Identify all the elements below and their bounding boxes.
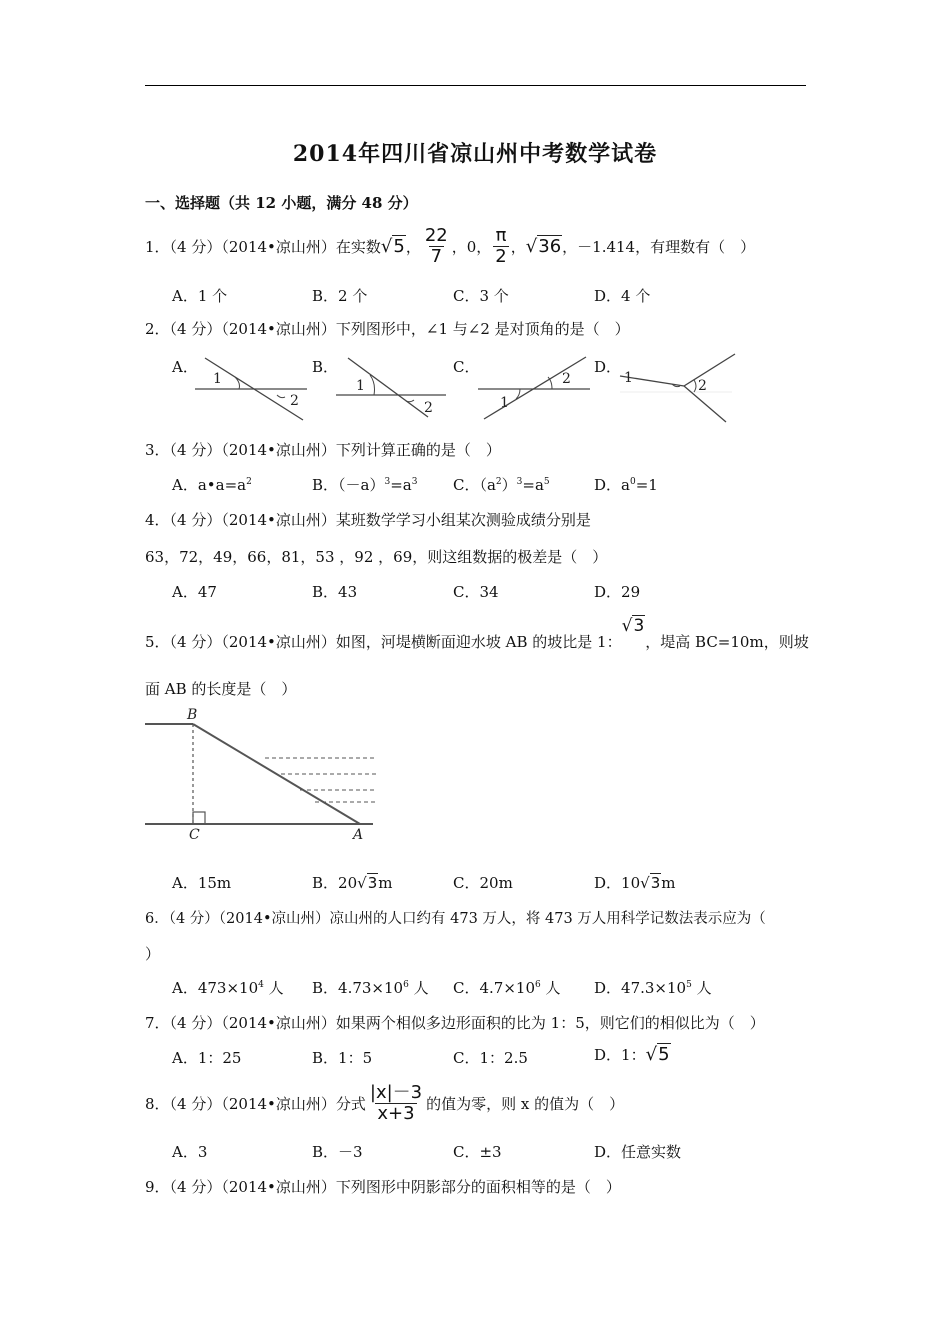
q2-label-b: B． xyxy=(312,358,339,376)
q8-option-d: D．任意实数 xyxy=(594,1143,682,1161)
svg-text:1: 1 xyxy=(500,395,509,411)
question-6-stem-line1: 6．（4 分）（2014•凉山州）凉山州的人口约有 473 万人，将 473 万人用科学记数法表示应为（ xyxy=(145,911,766,927)
q5-option-c: C．20m xyxy=(453,874,513,892)
sqrt-5: √5 xyxy=(380,235,405,257)
question-5-stem-line2: 面 AB 的长度是（ ） xyxy=(145,680,297,698)
q7-option-c: C．1：2.5 xyxy=(453,1049,528,1067)
q4-option-c: C．34 xyxy=(453,583,499,601)
q5-option-d: D．10√3m xyxy=(594,874,676,892)
q4-option-b: B．43 xyxy=(312,583,358,601)
q2-label-a: A． xyxy=(172,358,198,376)
q3-option-d: D．$a^0=1$ xyxy=(594,476,658,494)
q2-label-d: D． xyxy=(594,358,622,376)
q1-option-c: C．3 个 xyxy=(453,287,509,305)
question-4-stem-line1: 4．（4 分）（2014•凉山州）某班数学学习小组某次测验成绩分别是 xyxy=(145,511,591,529)
question-1-stem: 1．（4 分）（2014•凉山州）在实数 √5 ， $\frac{22}{7}$ ，0， $\frac{\pi}{2}$ ， √36 ，－1.414，有理数有（ ） xyxy=(145,224,756,267)
svg-text:A: A xyxy=(353,827,364,843)
q7-option-b: B．1：5 xyxy=(312,1049,373,1067)
q5-option-b: B．20√3m xyxy=(312,874,393,892)
q3-option-b: B．$(-a)^3=a^3$ xyxy=(312,476,418,494)
q3-option-c: C．$(a^2)^3=a^5$ xyxy=(453,476,550,494)
question-2-stem: 2．（4 分）（2014•凉山州）下列图形中，∠1 与∠2 是对顶角的是（ ） xyxy=(145,320,630,338)
fraction-pi-2: $\frac{\pi}{2}$ xyxy=(495,224,507,267)
question-8-stem: 8．（4 分）（2014•凉山州）分式 $\frac{|x|-3}{x+3}$ 的值为零，则 x 的值为（ ） xyxy=(145,1081,625,1124)
q1-option-a: A．1 个 xyxy=(172,287,228,305)
svg-text:2: 2 xyxy=(424,400,433,416)
q8-option-b: B．－3 xyxy=(312,1143,363,1161)
svg-text:C: C xyxy=(189,827,200,843)
svg-text:B: B xyxy=(187,707,198,723)
svg-text:2: 2 xyxy=(698,378,707,394)
question-6-stem-line2: ） xyxy=(145,945,161,963)
q2-figure-d xyxy=(620,352,740,424)
fraction-abs-x: $\frac{|x|-3}{x+3}$ xyxy=(369,1081,423,1124)
section-heading: 一、选择题（共 12 小题，满分 48 分） xyxy=(145,194,418,212)
q3-option-a: A．$a•a=a^2$ xyxy=(172,476,252,494)
q7-option-a: A．1：25 xyxy=(172,1049,242,1067)
question-9-stem: 9．（4 分）（2014•凉山州）下列图形中阴影部分的面积相等的是（ ） xyxy=(145,1178,621,1196)
q2-figure-b xyxy=(336,355,451,425)
header-rule xyxy=(145,85,806,86)
svg-text:1: 1 xyxy=(356,378,365,394)
q5-option-a: A．15m xyxy=(172,874,232,892)
svg-text:1: 1 xyxy=(213,371,222,387)
question-5-stem-line1: 5．（4 分）（2014•凉山州）如图，河堤横断面迎水坡 AB 的坡比是 1：√3，堤高 BC=10m，则坡 xyxy=(145,616,809,651)
question-3-stem: 3．（4 分）（2014•凉山州）下列计算正确的是（ ） xyxy=(145,441,501,459)
question-7-stem: 7．（4 分）（2014•凉山州）如果两个相似多边形面积的比为 1：5，则它们的相似比为（ ） xyxy=(145,1014,765,1032)
q6-option-a: A．$473\times 10^4$ 人 xyxy=(172,979,284,997)
q2-label-c: C． xyxy=(453,358,480,376)
svg-text:2: 2 xyxy=(562,371,571,387)
question-4-stem-line2: 63，72，49，66，81，53 ，92 ，69，则这组数据的极差是（ ） xyxy=(145,548,608,566)
sqrt-3: √3 xyxy=(621,616,645,636)
q6-option-b: B．$4.73\times 10^6$ 人 xyxy=(312,979,429,997)
q6-option-c: C．$4.7\times 10^6$ 人 xyxy=(453,979,561,997)
q2-figure-a xyxy=(195,355,310,425)
q4-option-a: A．47 xyxy=(172,583,217,601)
page-title: 2014年四川省凉山州中考数学试卷 xyxy=(292,141,658,167)
svg-text:2: 2 xyxy=(290,393,299,409)
q5-embankment-figure xyxy=(145,705,385,845)
q1-option-b: B．2 个 xyxy=(312,287,368,305)
q7-option-d: D．1：√5 xyxy=(594,1044,670,1065)
q8-option-c: C．±3 xyxy=(453,1143,502,1161)
sqrt-36: √36 xyxy=(525,235,562,257)
q8-option-a: A．3 xyxy=(172,1143,208,1161)
q6-option-d: D．$47.3\times 10^5$ 人 xyxy=(594,979,712,997)
svg-text:1: 1 xyxy=(624,370,633,386)
fraction-22-7: $\frac{22}{7}$ xyxy=(424,224,448,267)
q2-figure-c xyxy=(478,355,593,425)
q1-option-d: D．4 个 xyxy=(594,287,651,305)
q4-option-d: D．29 xyxy=(594,583,641,601)
